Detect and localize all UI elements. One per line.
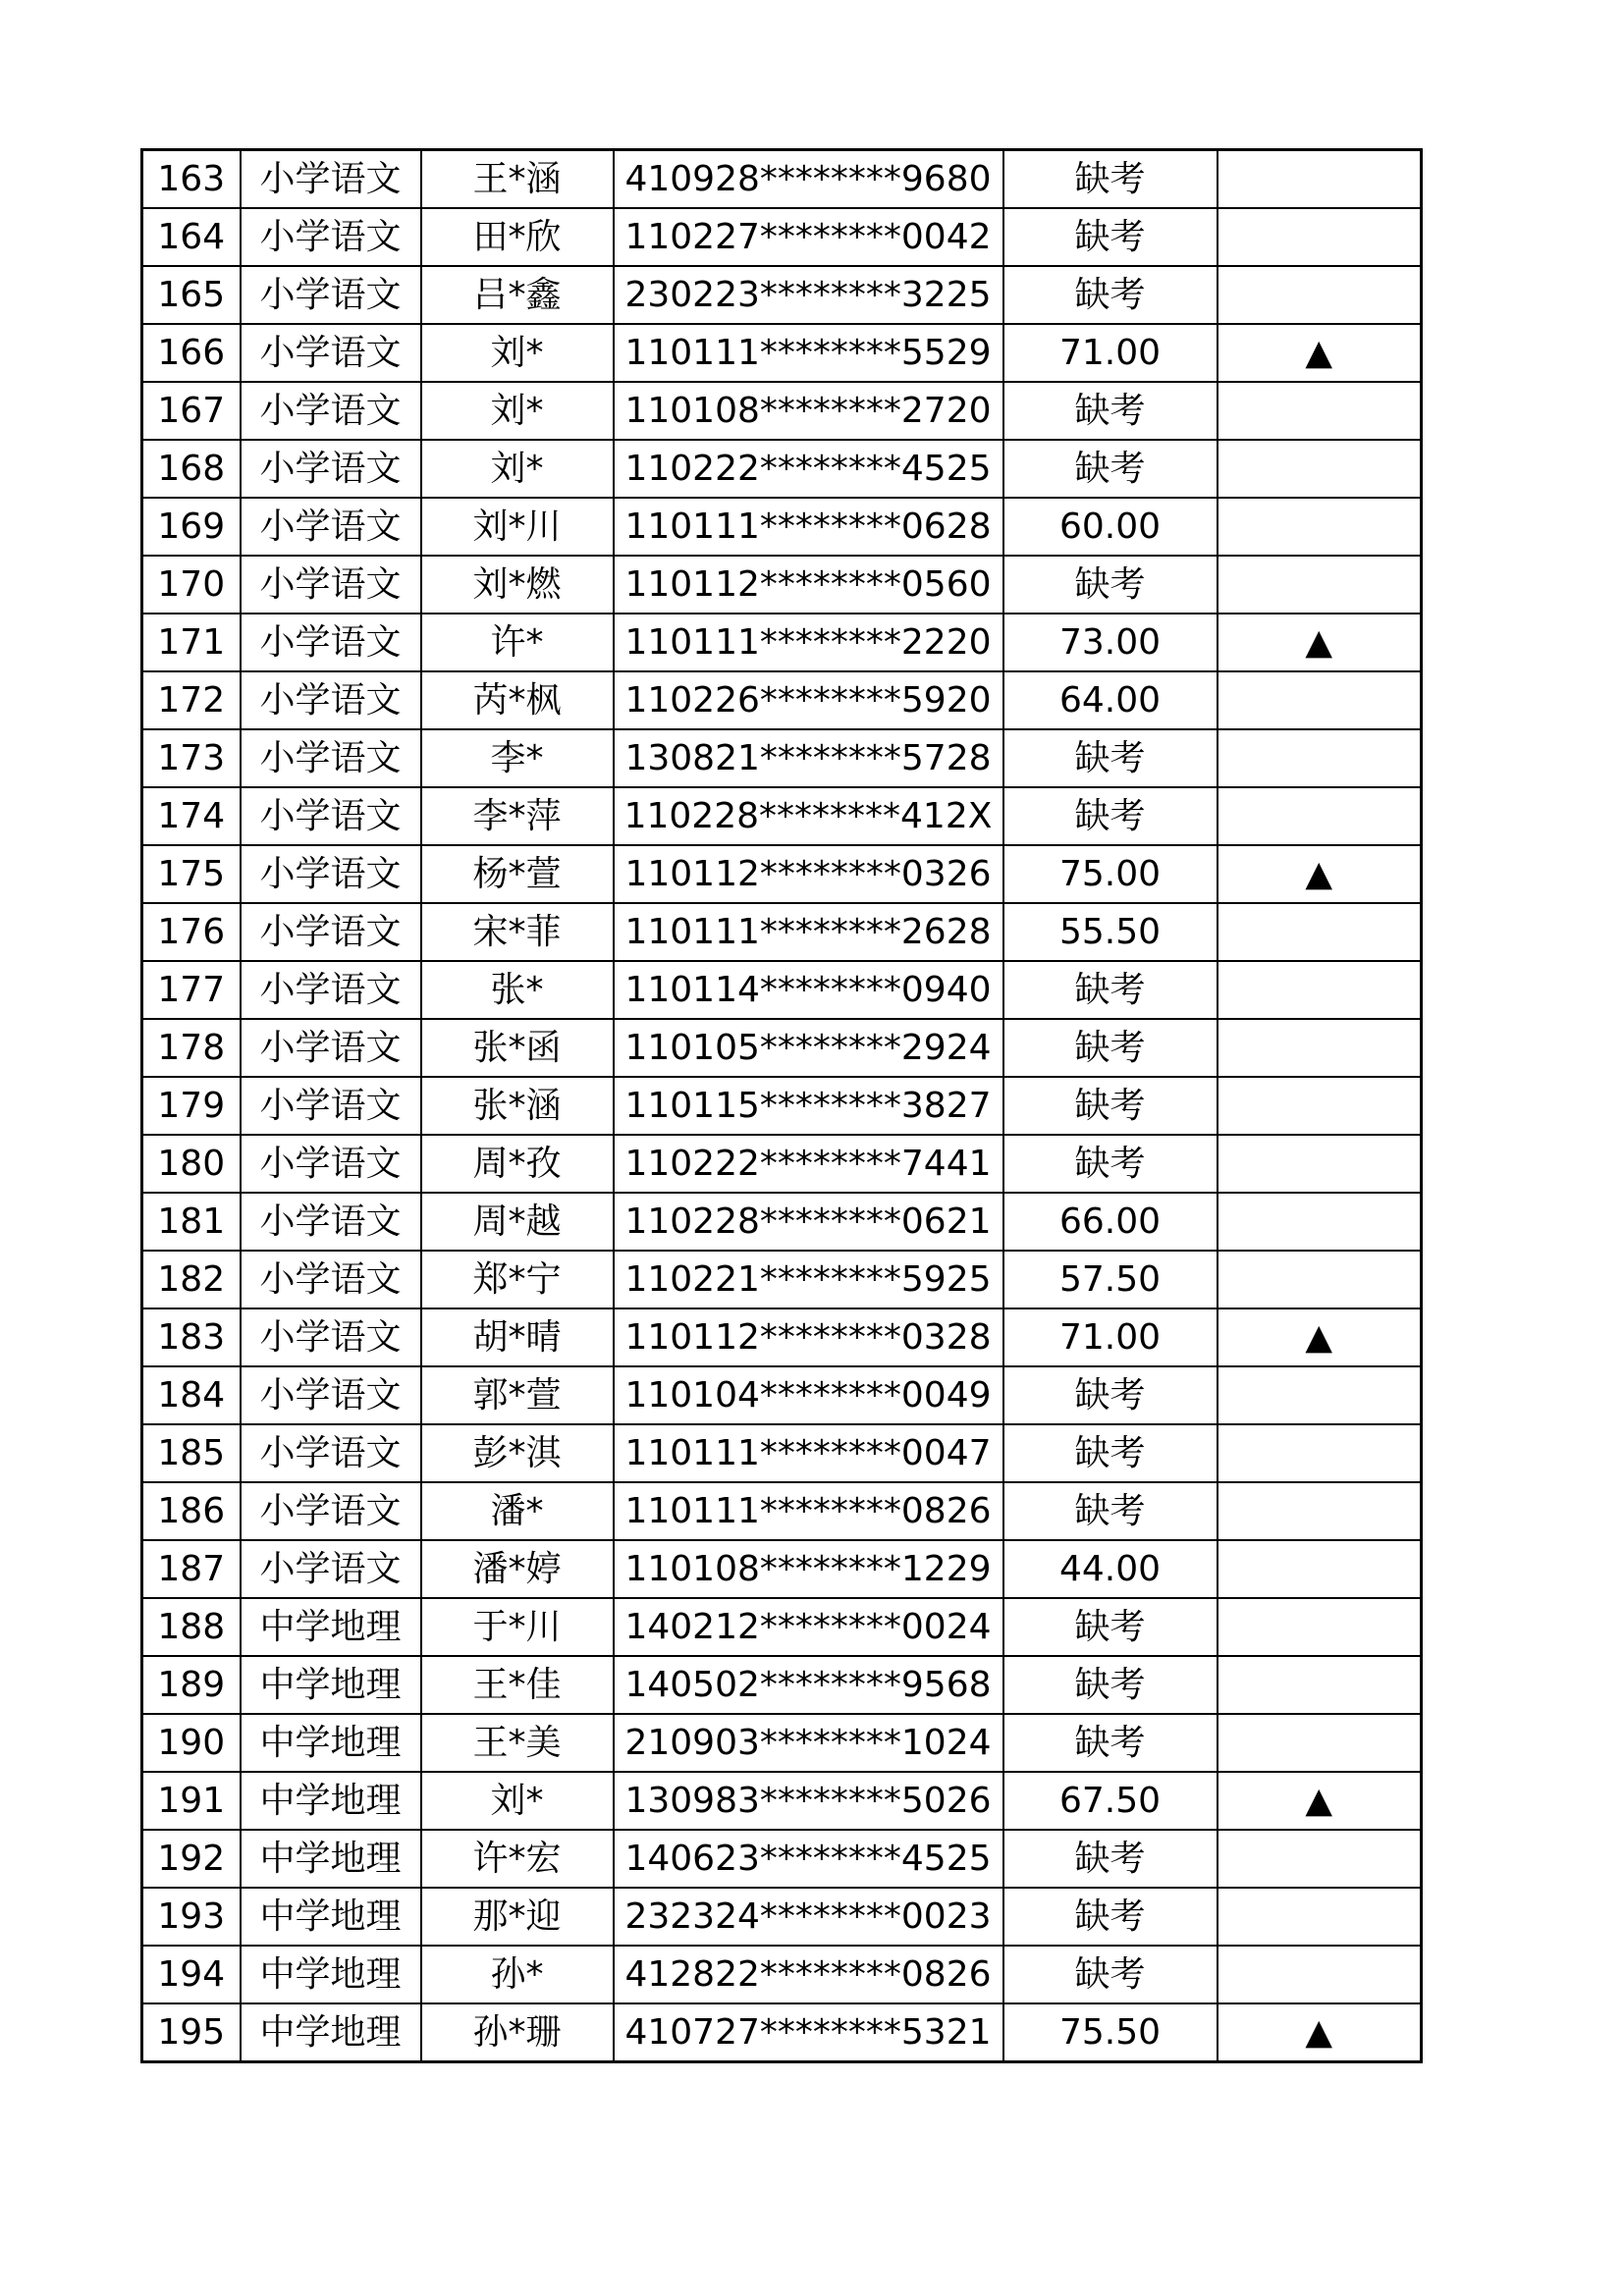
score-cell: 66.00 <box>1003 1193 1218 1251</box>
score-cell: 55.50 <box>1003 903 1218 961</box>
table-row <box>142 614 1422 671</box>
name-cell: 刘* <box>421 440 614 498</box>
id-number-cell: 110111********0826 <box>614 1482 1003 1540</box>
name-cell: 刘* <box>421 324 614 382</box>
table-row <box>142 1946 1422 2003</box>
subject-cell: 小学语文 <box>241 1424 421 1482</box>
id-number-cell: 110226********5920 <box>614 671 1003 729</box>
row-number-cell: 189 <box>142 1656 241 1714</box>
table-row <box>142 729 1422 787</box>
subject-cell: 中学地理 <box>241 1714 421 1772</box>
qualified-mark-cell <box>1218 1714 1422 1772</box>
results-table <box>140 148 1423 2063</box>
score-cell: 缺考 <box>1003 1019 1218 1077</box>
id-number-cell: 110228********412X <box>614 787 1003 845</box>
id-number-cell: 110108********1229 <box>614 1540 1003 1598</box>
table-row <box>142 1251 1422 1308</box>
table-row <box>142 266 1422 324</box>
table-row <box>142 440 1422 498</box>
score-cell: 67.50 <box>1003 1772 1218 1830</box>
row-number-cell: 177 <box>142 961 241 1019</box>
row-number-cell: 184 <box>142 1366 241 1424</box>
qualified-mark-cell <box>1218 1946 1422 2003</box>
score-cell: 缺考 <box>1003 1135 1218 1193</box>
id-number-cell: 110112********0560 <box>614 556 1003 614</box>
score-cell: 44.00 <box>1003 1540 1218 1598</box>
id-number-cell: 232324********0023 <box>614 1888 1003 1946</box>
score-cell: 75.00 <box>1003 845 1218 903</box>
subject-cell: 小学语文 <box>241 671 421 729</box>
name-cell: 刘*燃 <box>421 556 614 614</box>
row-number-cell: 187 <box>142 1540 241 1598</box>
table-row <box>142 903 1422 961</box>
qualified-mark-cell <box>1218 150 1422 209</box>
row-number-cell: 185 <box>142 1424 241 1482</box>
table-row <box>142 208 1422 266</box>
score-cell: 73.00 <box>1003 614 1218 671</box>
subject-cell: 小学语文 <box>241 498 421 556</box>
subject-cell: 小学语文 <box>241 1308 421 1366</box>
table-row <box>142 671 1422 729</box>
table-row <box>142 1830 1422 1888</box>
id-number-cell: 412822********0826 <box>614 1946 1003 2003</box>
table-row <box>142 1308 1422 1366</box>
row-number-cell: 178 <box>142 1019 241 1077</box>
table-row <box>142 1019 1422 1077</box>
name-cell: 王*涵 <box>421 150 614 209</box>
name-cell: 彭*淇 <box>421 1424 614 1482</box>
table-row <box>142 1193 1422 1251</box>
row-number-cell: 175 <box>142 845 241 903</box>
subject-cell: 小学语文 <box>241 1193 421 1251</box>
score-cell: 缺考 <box>1003 382 1218 440</box>
id-number-cell: 130983********5026 <box>614 1772 1003 1830</box>
subject-cell: 中学地理 <box>241 2003 421 2062</box>
subject-cell: 中学地理 <box>241 1656 421 1714</box>
table-row <box>142 556 1422 614</box>
name-cell: 周*孜 <box>421 1135 614 1193</box>
name-cell: 那*迎 <box>421 1888 614 1946</box>
row-number-cell: 172 <box>142 671 241 729</box>
qualified-mark-cell <box>1218 1019 1422 1077</box>
id-number-cell: 110111********0047 <box>614 1424 1003 1482</box>
subject-cell: 小学语文 <box>241 1135 421 1193</box>
id-number-cell: 110111********2628 <box>614 903 1003 961</box>
subject-cell: 小学语文 <box>241 787 421 845</box>
qualified-mark-cell <box>1218 208 1422 266</box>
name-cell: 刘* <box>421 382 614 440</box>
qualified-mark-cell <box>1218 1193 1422 1251</box>
subject-cell: 小学语文 <box>241 324 421 382</box>
name-cell: 芮*枫 <box>421 671 614 729</box>
subject-cell: 小学语文 <box>241 440 421 498</box>
row-number-cell: 165 <box>142 266 241 324</box>
qualified-mark-cell <box>1218 1540 1422 1598</box>
qualified-mark-cell <box>1218 266 1422 324</box>
id-number-cell: 110221********5925 <box>614 1251 1003 1308</box>
name-cell: 王*佳 <box>421 1656 614 1714</box>
qualified-mark-cell <box>1218 903 1422 961</box>
row-number-cell: 188 <box>142 1598 241 1656</box>
qualified-mark-cell: ▲ <box>1218 1772 1422 1830</box>
name-cell: 许*宏 <box>421 1830 614 1888</box>
score-cell: 57.50 <box>1003 1251 1218 1308</box>
id-number-cell: 410727********5321 <box>614 2003 1003 2062</box>
subject-cell: 小学语文 <box>241 1482 421 1540</box>
table-row <box>142 1714 1422 1772</box>
subject-cell: 小学语文 <box>241 903 421 961</box>
qualified-mark-cell: ▲ <box>1218 2003 1422 2062</box>
name-cell: 郭*萱 <box>421 1366 614 1424</box>
score-cell: 缺考 <box>1003 208 1218 266</box>
name-cell: 吕*鑫 <box>421 266 614 324</box>
score-cell: 缺考 <box>1003 787 1218 845</box>
id-number-cell: 110112********0326 <box>614 845 1003 903</box>
table-row <box>142 1135 1422 1193</box>
score-cell: 缺考 <box>1003 1482 1218 1540</box>
score-cell: 缺考 <box>1003 556 1218 614</box>
score-cell: 缺考 <box>1003 150 1218 209</box>
row-number-cell: 176 <box>142 903 241 961</box>
name-cell: 张*函 <box>421 1019 614 1077</box>
name-cell: 孙* <box>421 1946 614 2003</box>
id-number-cell: 110114********0940 <box>614 961 1003 1019</box>
qualified-mark-cell <box>1218 382 1422 440</box>
score-cell: 缺考 <box>1003 1598 1218 1656</box>
qualified-mark-cell <box>1218 1830 1422 1888</box>
table-row <box>142 787 1422 845</box>
name-cell: 王*美 <box>421 1714 614 1772</box>
score-cell: 缺考 <box>1003 1656 1218 1714</box>
row-number-cell: 180 <box>142 1135 241 1193</box>
row-number-cell: 195 <box>142 2003 241 2062</box>
score-cell: 缺考 <box>1003 729 1218 787</box>
qualified-mark-cell <box>1218 787 1422 845</box>
subject-cell: 小学语文 <box>241 614 421 671</box>
row-number-cell: 186 <box>142 1482 241 1540</box>
score-cell: 缺考 <box>1003 1424 1218 1482</box>
qualified-mark-cell: ▲ <box>1218 1308 1422 1366</box>
id-number-cell: 110112********0328 <box>614 1308 1003 1366</box>
subject-cell: 小学语文 <box>241 1251 421 1308</box>
qualified-mark-cell <box>1218 1482 1422 1540</box>
id-number-cell: 140212********0024 <box>614 1598 1003 1656</box>
table-row <box>142 961 1422 1019</box>
row-number-cell: 194 <box>142 1946 241 2003</box>
table-row <box>142 1772 1422 1830</box>
id-number-cell: 110104********0049 <box>614 1366 1003 1424</box>
name-cell: 于*川 <box>421 1598 614 1656</box>
table-row <box>142 1077 1422 1135</box>
name-cell: 刘* <box>421 1772 614 1830</box>
qualified-mark-cell <box>1218 1135 1422 1193</box>
id-number-cell: 110227********0042 <box>614 208 1003 266</box>
qualified-mark-cell <box>1218 440 1422 498</box>
id-number-cell: 110108********2720 <box>614 382 1003 440</box>
table-row <box>142 1540 1422 1598</box>
name-cell: 周*越 <box>421 1193 614 1251</box>
score-cell: 缺考 <box>1003 961 1218 1019</box>
row-number-cell: 164 <box>142 208 241 266</box>
score-cell: 缺考 <box>1003 1888 1218 1946</box>
row-number-cell: 179 <box>142 1077 241 1135</box>
row-number-cell: 163 <box>142 150 241 209</box>
subject-cell: 中学地理 <box>241 1598 421 1656</box>
row-number-cell: 166 <box>142 324 241 382</box>
row-number-cell: 181 <box>142 1193 241 1251</box>
name-cell: 宋*菲 <box>421 903 614 961</box>
id-number-cell: 140502********9568 <box>614 1656 1003 1714</box>
subject-cell: 小学语文 <box>241 1019 421 1077</box>
name-cell: 刘*川 <box>421 498 614 556</box>
row-number-cell: 167 <box>142 382 241 440</box>
subject-cell: 小学语文 <box>241 382 421 440</box>
table-row <box>142 1888 1422 1946</box>
subject-cell: 小学语文 <box>241 556 421 614</box>
score-cell: 缺考 <box>1003 266 1218 324</box>
name-cell: 孙*珊 <box>421 2003 614 2062</box>
qualified-mark-cell: ▲ <box>1218 324 1422 382</box>
row-number-cell: 170 <box>142 556 241 614</box>
table-row <box>142 1482 1422 1540</box>
subject-cell: 小学语文 <box>241 1077 421 1135</box>
row-number-cell: 190 <box>142 1714 241 1772</box>
table-row <box>142 2003 1422 2062</box>
score-cell: 缺考 <box>1003 1366 1218 1424</box>
row-number-cell: 173 <box>142 729 241 787</box>
row-number-cell: 182 <box>142 1251 241 1308</box>
qualified-mark-cell <box>1218 1366 1422 1424</box>
id-number-cell: 130821********5728 <box>614 729 1003 787</box>
id-number-cell: 110115********3827 <box>614 1077 1003 1135</box>
subject-cell: 中学地理 <box>241 1830 421 1888</box>
score-cell: 缺考 <box>1003 440 1218 498</box>
subject-cell: 小学语文 <box>241 266 421 324</box>
name-cell: 潘* <box>421 1482 614 1540</box>
id-number-cell: 110111********2220 <box>614 614 1003 671</box>
table-row <box>142 1424 1422 1482</box>
id-number-cell: 410928********9680 <box>614 150 1003 209</box>
subject-cell: 小学语文 <box>241 961 421 1019</box>
subject-cell: 中学地理 <box>241 1772 421 1830</box>
id-number-cell: 110228********0621 <box>614 1193 1003 1251</box>
score-cell: 64.00 <box>1003 671 1218 729</box>
score-cell: 75.50 <box>1003 2003 1218 2062</box>
subject-cell: 小学语文 <box>241 1540 421 1598</box>
name-cell: 杨*萱 <box>421 845 614 903</box>
subject-cell: 小学语文 <box>241 845 421 903</box>
results-table-body <box>142 150 1422 2062</box>
table-row <box>142 498 1422 556</box>
name-cell: 潘*婷 <box>421 1540 614 1598</box>
qualified-mark-cell <box>1218 729 1422 787</box>
subject-cell: 中学地理 <box>241 1946 421 2003</box>
qualified-mark-cell <box>1218 1077 1422 1135</box>
qualified-mark-cell <box>1218 1424 1422 1482</box>
id-number-cell: 110111********0628 <box>614 498 1003 556</box>
name-cell: 胡*晴 <box>421 1308 614 1366</box>
table-row <box>142 1656 1422 1714</box>
table-row <box>142 1598 1422 1656</box>
score-cell: 71.00 <box>1003 1308 1218 1366</box>
score-cell: 缺考 <box>1003 1946 1218 2003</box>
table-row <box>142 150 1422 209</box>
name-cell: 张*涵 <box>421 1077 614 1135</box>
row-number-cell: 192 <box>142 1830 241 1888</box>
score-cell: 缺考 <box>1003 1830 1218 1888</box>
table-row <box>142 845 1422 903</box>
name-cell: 李*萍 <box>421 787 614 845</box>
table-row <box>142 382 1422 440</box>
table-row <box>142 324 1422 382</box>
row-number-cell: 171 <box>142 614 241 671</box>
qualified-mark-cell <box>1218 961 1422 1019</box>
qualified-mark-cell <box>1218 1656 1422 1714</box>
id-number-cell: 140623********4525 <box>614 1830 1003 1888</box>
id-number-cell: 110222********4525 <box>614 440 1003 498</box>
id-number-cell: 110111********5529 <box>614 324 1003 382</box>
id-number-cell: 230223********3225 <box>614 266 1003 324</box>
row-number-cell: 168 <box>142 440 241 498</box>
row-number-cell: 183 <box>142 1308 241 1366</box>
qualified-mark-cell <box>1218 556 1422 614</box>
name-cell: 郑*宁 <box>421 1251 614 1308</box>
row-number-cell: 174 <box>142 787 241 845</box>
row-number-cell: 191 <box>142 1772 241 1830</box>
row-number-cell: 169 <box>142 498 241 556</box>
score-cell: 缺考 <box>1003 1077 1218 1135</box>
row-number-cell: 193 <box>142 1888 241 1946</box>
qualified-mark-cell <box>1218 498 1422 556</box>
name-cell: 许* <box>421 614 614 671</box>
qualified-mark-cell <box>1218 1888 1422 1946</box>
id-number-cell: 210903********1024 <box>614 1714 1003 1772</box>
name-cell: 李* <box>421 729 614 787</box>
name-cell: 张* <box>421 961 614 1019</box>
score-cell: 缺考 <box>1003 1714 1218 1772</box>
qualified-mark-cell: ▲ <box>1218 614 1422 671</box>
qualified-mark-cell: ▲ <box>1218 845 1422 903</box>
score-cell: 60.00 <box>1003 498 1218 556</box>
table-row <box>142 1366 1422 1424</box>
subject-cell: 小学语文 <box>241 1366 421 1424</box>
id-number-cell: 110105********2924 <box>614 1019 1003 1077</box>
subject-cell: 小学语文 <box>241 150 421 209</box>
qualified-mark-cell <box>1218 1251 1422 1308</box>
qualified-mark-cell <box>1218 671 1422 729</box>
score-cell: 71.00 <box>1003 324 1218 382</box>
subject-cell: 小学语文 <box>241 208 421 266</box>
subject-cell: 中学地理 <box>241 1888 421 1946</box>
name-cell: 田*欣 <box>421 208 614 266</box>
qualified-mark-cell <box>1218 1598 1422 1656</box>
subject-cell: 小学语文 <box>241 729 421 787</box>
id-number-cell: 110222********7441 <box>614 1135 1003 1193</box>
